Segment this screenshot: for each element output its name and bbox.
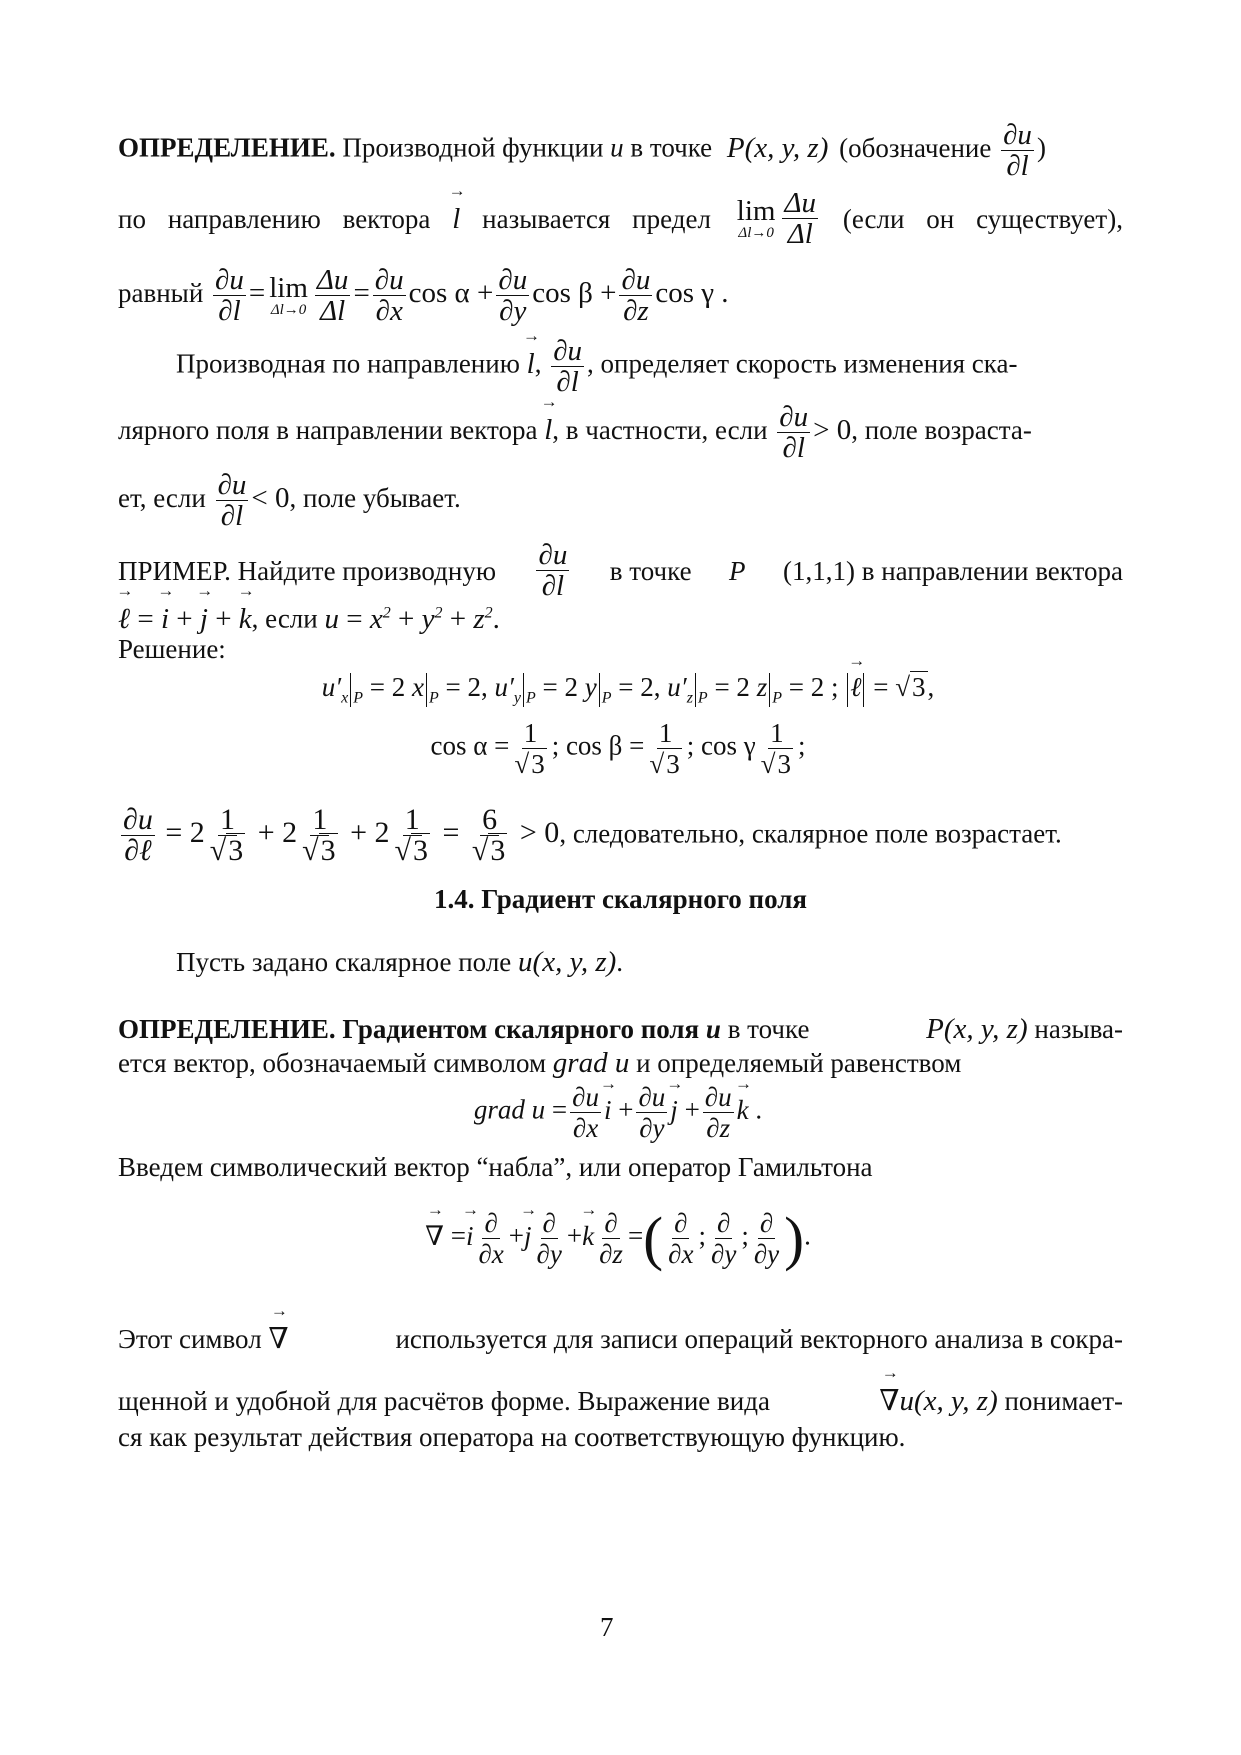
text: равный (118, 278, 204, 309)
fraction-du-dl: $\frac{\partial u}{\partial l}$ (1003, 119, 1032, 182)
text: (обозначение (839, 132, 992, 163)
text: существует), (976, 203, 1123, 234)
text: предел (632, 203, 711, 234)
field-expression: u(x, y, z) (518, 946, 617, 978)
fraction-du-dl: $\frac{\partial u}{\partial l}$ (553, 335, 583, 398)
fraction-du-dl: $\frac{\partial u}{\partial l}$ (538, 539, 568, 602)
vector-l: → l (544, 413, 552, 447)
text: понимает- (1004, 1386, 1123, 1416)
text: ) (1036, 132, 1046, 163)
derivative-meaning-line2 (118, 402, 1032, 463)
text: в точке (609, 555, 692, 586)
text: называется (482, 203, 611, 234)
text: . (616, 947, 624, 977)
text: , если (251, 603, 318, 634)
text: (1,1,1) в направлении вектора (783, 555, 1123, 586)
nabla-usage-line2 (118, 1384, 1123, 1418)
result-formula: $\frac{\partial u}{\text{∂ℓ}}$ = 2 $\frac{1}{√3}$ + 2 $\frac{1}{√3}$ + 2 $\frac{1}{√3}$ = $\frac{6}{√3}$ > 0 (123, 803, 560, 867)
scalar-field-intro (176, 945, 623, 979)
inequality-positive: $\frac{\partial u}{\partial l}$ > 0 (779, 401, 852, 464)
var-u: u (610, 132, 624, 163)
example-line2 (118, 596, 500, 636)
text: , поле возраста- (851, 415, 1032, 446)
derivative-meaning-line3 (118, 470, 461, 531)
point-expression: P(x, y, z) (726, 131, 829, 164)
derivative-meaning-line1: Производная по направлению → l, $\frac{\partial u}{\partial l}$ , определяет скорость изменения ска- (176, 336, 1017, 397)
page-number: 7 (600, 1612, 614, 1642)
text: ПРИМЕР. Найдите производную (118, 555, 497, 586)
text: в точке (630, 132, 713, 163)
vector-l: → l (452, 202, 460, 236)
nabla-usage-line1 (118, 1322, 1123, 1356)
nabla-formula: → ∇ =→ i $\frac{\partial}{\partial x}$ +→ j $\frac{\partial}{\partial y}$ +→ k $\frac{\partial}{\partial z}$ =( $\frac{\partial}{\partial x}$ ; $\frac{\partial}{\partial y}$ ; $\frac{\partial}{\partial y}$ ). (268, 1208, 968, 1269)
section-title: 1.4. Градиент скалярного поля (433, 884, 807, 914)
text: ется вектор, обозначаемый символом (118, 1048, 547, 1078)
gradient-formula: grad u = $\frac{\partial u}{\partial x}$ → i + $\frac{\partial u}{\partial y}$ → j + $\frac{\partial u}{\partial z}$ → k . (318, 1082, 918, 1143)
nabla-usage-line3: ся как результат действия оператора на соответствующую функцию. (118, 1422, 906, 1452)
definition-derivative-line1 (118, 120, 1046, 181)
text: лярного поля в направлении вектора (118, 415, 538, 446)
partial-derivatives-formula: $u'_x$ $_P$ = 2 x $_P$ = 2, $u'_y$ $_P$ = 2 y $_P$ = 2, $u'_z$ $_P$ = 2 z $_P$ = 2 ; → ℓ = √3, (248, 672, 1008, 707)
definition-label: ОПРЕДЕЛЕНИЕ. (118, 1014, 336, 1044)
definition-label: ОПРЕДЕЛЕНИЕ. (118, 132, 336, 163)
text: , определяет скорость изменения ска- (587, 348, 1018, 379)
text: , следовательно, скалярное поле возрастает. (559, 818, 1062, 849)
direction-cosines-formula: cos α = $\frac{1}{√3}$ ; cos β = $\frac{1}{√3}$ ; cos γ $\frac{1}{√3}$ ; (430, 718, 806, 779)
nabla-expression: → ∇u(x, y, z) (879, 1385, 998, 1417)
definition-derivative-formula (118, 265, 729, 326)
definition-gradient-line2 (118, 1046, 961, 1080)
directional-derivative-formula: $\frac{\partial u}{\partial l}$ = lim Δl→0 $\frac{\Delta u}{\Delta l}$ = $\frac{\partial u}{\partial x}$ cos α + $\frac{\partial u}{\partial y}$ cos β + $\frac{\partial u}{\partial z}$ cos γ . (215, 264, 729, 327)
text: вектора (342, 203, 431, 234)
text: он (926, 203, 955, 234)
text: в точке (727, 1014, 810, 1044)
text: направлению (167, 203, 321, 234)
text: используется для записи операций векторного анализа в сокра- (395, 1324, 1123, 1354)
text: и определяемый равенством (636, 1048, 962, 1078)
text: ет, если (118, 483, 206, 514)
text: Производной функции (342, 132, 604, 163)
function-definition: $u = x^2 + y^2 + z^2$. (324, 602, 500, 635)
nabla-intro: Введем символический вектор “набла”, или оператор Гамильтона (118, 1152, 873, 1182)
text: Этот символ (118, 1324, 262, 1354)
text: щенной и удобной для расчётов форме. Выражение вида (118, 1386, 770, 1416)
example-line1 (118, 540, 1123, 601)
inequality-negative: $\frac{\partial u}{\partial l}$ < 0 (217, 469, 290, 532)
result-line (118, 805, 1062, 866)
vector-definition: → ℓ = → i + → j + → k (118, 603, 252, 635)
solution-label: Решение: (118, 634, 226, 664)
point-label: P (729, 555, 746, 586)
text: Производная по направлению (176, 348, 520, 379)
text: Пусть задано скалярное поле (176, 947, 512, 977)
document-page (118, 0, 1123, 1755)
vector-l: → l (527, 347, 535, 381)
point-expression: P(x, y, z) (926, 1013, 1028, 1045)
text: по (118, 203, 146, 234)
grad-symbol: grad u (552, 1047, 630, 1079)
definition-derivative-line2 (118, 188, 1123, 249)
nabla-symbol: → ∇ (268, 1322, 288, 1356)
limit-expression: lim Δl→0 $\frac{\Delta u}{\Delta l}$ (736, 187, 816, 250)
text: называ- (1034, 1014, 1123, 1044)
text: (если (842, 203, 905, 234)
bold-term: Градиентом скалярного поля (342, 1014, 700, 1044)
text: , в частности, если (552, 415, 768, 446)
definition-gradient-line1: ОПРЕДЕЛЕНИЕ. Градиентом скалярного поля u в точке P(x, y, z) называ- (118, 1013, 1123, 1045)
text: , поле убывает. (289, 483, 461, 514)
